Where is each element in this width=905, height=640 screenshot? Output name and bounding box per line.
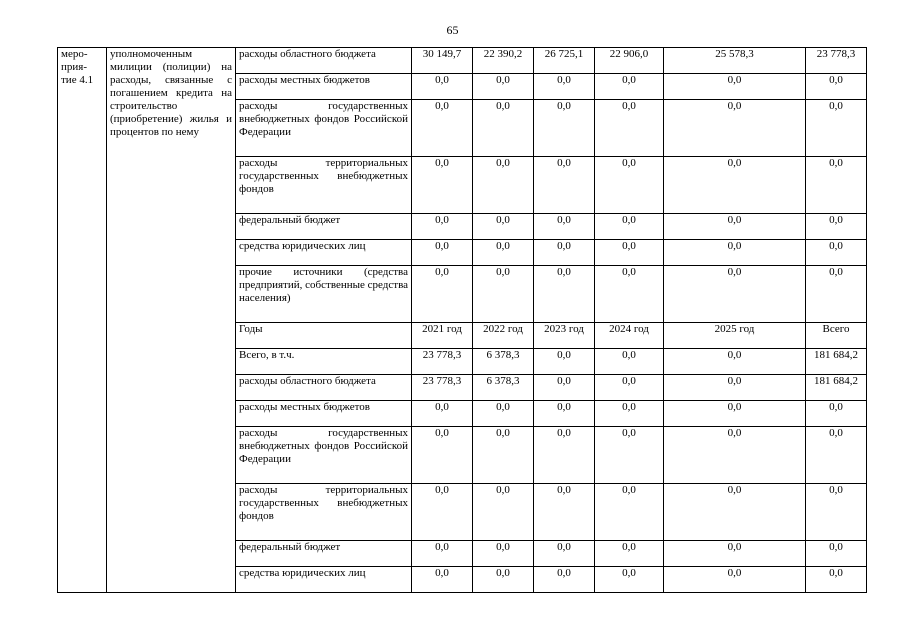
cell-value: 0,0 [806,157,867,214]
cell-value: 2025 год [664,323,806,349]
cell-value: 0,0 [534,427,595,484]
cell-value: 22 906,0 [595,48,664,74]
cell-value: 0,0 [806,214,867,240]
cell-value: 0,0 [534,541,595,567]
cell-value: 0,0 [664,266,806,323]
cell-value: 0,0 [595,266,664,323]
cell-value: 0,0 [595,541,664,567]
cell-value: 0,0 [534,401,595,427]
cell-value: 0,0 [412,484,473,541]
row-label: расходы местных бюджетов [236,401,412,427]
cell-value: 0,0 [664,484,806,541]
cell-value: 23 778,3 [412,375,473,401]
cell-value: 0,0 [806,484,867,541]
cell-value: 0,0 [412,74,473,100]
cell-value: 6 378,3 [473,375,534,401]
row-label: расходы территориальных государственных внебюджетных фондов [236,157,412,214]
cell-value: 0,0 [664,567,806,593]
cell-value: 181 684,2 [806,349,867,375]
cell-value: 0,0 [595,100,664,157]
cell-value: 0,0 [664,541,806,567]
event-label [58,48,107,593]
cell-value: 0,0 [664,375,806,401]
cell-value: 0,0 [664,427,806,484]
cell-value: 0,0 [412,214,473,240]
cell-value: 0,0 [473,401,534,427]
cell-value: 2023 год [534,323,595,349]
row-label: расходы территориальных государственных внебюджетных фондов [236,484,412,541]
cell-value: 26 725,1 [534,48,595,74]
cell-value: 0,0 [806,266,867,323]
row-label: Всего, в т.ч. [236,349,412,375]
cell-value: 0,0 [806,100,867,157]
row-label: прочие источники (средства предприятий, собственные средства населения) [236,266,412,323]
cell-value: 0,0 [595,214,664,240]
budget-table [57,47,867,593]
cell-value: 22 390,2 [473,48,534,74]
cell-value: 0,0 [534,567,595,593]
cell-value: 0,0 [595,74,664,100]
row-label: средства юридических лиц [236,567,412,593]
cell-value: 0,0 [595,157,664,214]
event-description-text: уполномоченным милиции (полиции) на расходы, связанные с погашением кредита на строительство (приобретение) жилья и процентов по нему [110,48,232,138]
cell-value: 2021 год [412,323,473,349]
cell-value: 0,0 [534,157,595,214]
cell-value: 0,0 [534,240,595,266]
cell-value: 0,0 [806,541,867,567]
cell-value: 0,0 [473,427,534,484]
cell-value: 2022 год [473,323,534,349]
cell-value: 0,0 [595,427,664,484]
cell-value: 0,0 [595,567,664,593]
cell-value: 181 684,2 [806,375,867,401]
cell-value: 0,0 [473,240,534,266]
cell-value: 0,0 [412,266,473,323]
cell-value: 0,0 [595,375,664,401]
cell-value: 0,0 [473,484,534,541]
cell-value: 0,0 [473,74,534,100]
cell-value: 0,0 [412,401,473,427]
row-label: расходы областного бюджета [236,48,412,74]
row-label: расходы государственных внебюджетных фондов Российской Федерации [236,427,412,484]
cell-value: Всего [806,323,867,349]
cell-value: 0,0 [806,74,867,100]
cell-value: 0,0 [473,100,534,157]
cell-value: 0,0 [473,214,534,240]
cell-value: 0,0 [473,567,534,593]
row-label: расходы областного бюджета [236,375,412,401]
row-label: расходы государственных внебюджетных фондов Российской Федерации [236,100,412,157]
cell-value: 25 578,3 [664,48,806,74]
cell-value: 0,0 [534,375,595,401]
cell-value: 0,0 [412,240,473,266]
cell-value: 0,0 [412,100,473,157]
cell-value: 0,0 [664,349,806,375]
row-label: Годы [236,323,412,349]
row-label: федеральный бюджет [236,214,412,240]
cell-value: 30 149,7 [412,48,473,74]
cell-value: 0,0 [534,484,595,541]
row-label: средства юридических лиц [236,240,412,266]
row-label: расходы местных бюджетов [236,74,412,100]
event-label-text: меро- прия- тие 4.1 [61,48,94,86]
cell-value: 0,0 [534,74,595,100]
cell-value: 2024 год [595,323,664,349]
cell-value: 0,0 [412,541,473,567]
row-label: федеральный бюджет [236,541,412,567]
cell-value: 23 778,3 [806,48,867,74]
cell-value: 0,0 [806,401,867,427]
cell-value: 0,0 [412,157,473,214]
cell-value: 0,0 [412,567,473,593]
cell-value: 0,0 [595,349,664,375]
page-number: 65 [446,23,459,37]
event-description [107,48,236,593]
cell-value: 0,0 [595,240,664,266]
cell-value: 0,0 [412,427,473,484]
cell-value: 0,0 [664,157,806,214]
cell-value: 0,0 [473,157,534,214]
cell-value: 0,0 [664,401,806,427]
cell-value: 0,0 [473,541,534,567]
cell-value: 23 778,3 [412,349,473,375]
cell-value: 0,0 [664,74,806,100]
cell-value: 0,0 [664,214,806,240]
cell-value: 0,0 [534,100,595,157]
cell-value: 0,0 [806,567,867,593]
cell-value: 0,0 [534,266,595,323]
cell-value: 0,0 [664,100,806,157]
cell-value: 6 378,3 [473,349,534,375]
table-body [58,48,867,593]
cell-value: 0,0 [534,349,595,375]
cell-value: 0,0 [806,240,867,266]
table-row [58,48,867,74]
cell-value: 0,0 [595,401,664,427]
cell-value: 0,0 [595,484,664,541]
cell-value: 0,0 [806,427,867,484]
cell-value: 0,0 [664,240,806,266]
cell-value: 0,0 [473,266,534,323]
cell-value: 0,0 [534,214,595,240]
